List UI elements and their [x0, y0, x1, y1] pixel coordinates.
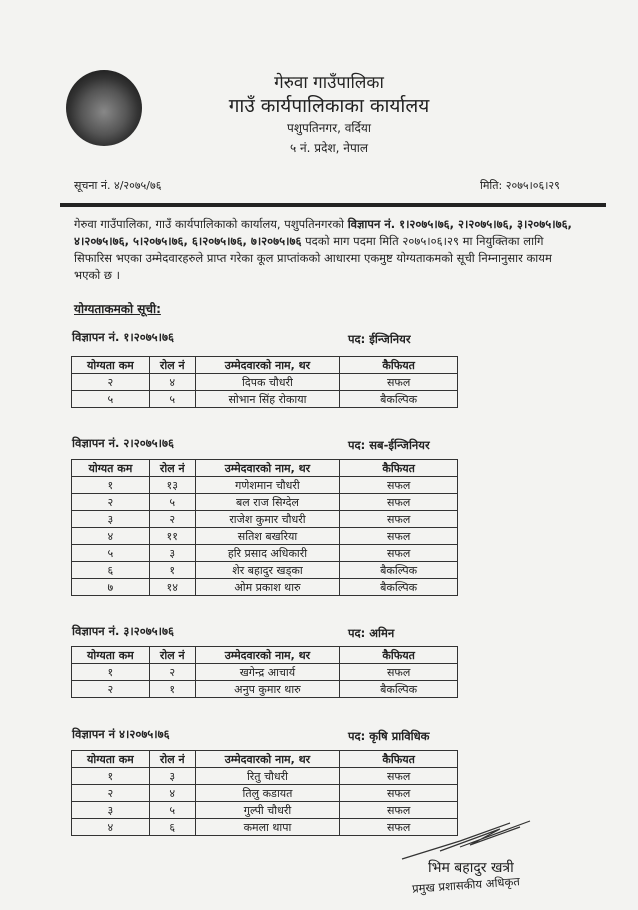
column-header: कैफियत: [340, 751, 458, 768]
notice-number: सूचना नं. ४/२०७५/७६: [74, 179, 162, 192]
column-header: कैफियत: [340, 647, 458, 664]
table-row: [72, 681, 458, 698]
table-cell: ११: [149, 528, 195, 545]
table-cell: गुल्पी चौधरी: [195, 802, 340, 819]
post-name: पद: अमिन: [348, 626, 395, 640]
table-row: [72, 579, 458, 596]
para-text-end: पदको माग पदमा मिति २०७५।०६।२९ मा नियुक्तिका लागि सिफारिस भएका उम्मेदवारहरुले प्राप्त गरेका कूल प्राप्तांकको आधारमा एकमुष्ट योग्यताकमको सूची निम्नानुसार कायम भएको छ ।: [74, 234, 552, 282]
column-header: रोल नं: [149, 751, 195, 768]
office-address: पशुपतिनगर, वर्दिया: [287, 121, 371, 135]
table-cell: ओम प्रकाश थारु: [195, 579, 340, 596]
table-cell: सफल: [340, 664, 458, 681]
table-cell: ५: [72, 545, 150, 562]
org-name: गेरुवा गाउँपालिका: [274, 73, 384, 93]
signatory-name: भिम बहादुर खत्री: [428, 860, 514, 876]
table-cell: ५: [72, 391, 150, 408]
table-cell: सफल: [340, 374, 458, 391]
table-cell: ५: [149, 494, 195, 511]
table-cell: ५: [149, 391, 195, 408]
signatory-title: प्रमुख प्रशासकीय अधिकृत: [411, 874, 521, 896]
table-cell: सफल: [340, 528, 458, 545]
table-cell: ३: [72, 511, 150, 528]
table-cell: सफल: [340, 819, 458, 836]
para-text: गेरुवा गाउँपालिका, गाउँ कार्यपालिकाको कार्यालय, पशुपतिनगरको: [74, 217, 348, 231]
table-cell: २: [149, 511, 195, 528]
column-header: योग्यता कम: [72, 647, 150, 664]
column-header: उम्मेदवारको नाम, थर: [195, 647, 340, 664]
table-cell: खगेन्द्र आचार्य: [195, 664, 340, 681]
table-cell: सतिश बखरिया: [195, 528, 340, 545]
table-cell: ३: [149, 545, 195, 562]
column-header: रोल नं: [149, 647, 195, 664]
column-header: कैफियत: [340, 460, 458, 477]
table-row: [72, 391, 458, 408]
table-row: [72, 374, 458, 391]
merit-table: [71, 356, 458, 408]
table-cell: २: [72, 374, 150, 391]
table-row: [72, 528, 458, 545]
table-cell: सफल: [340, 768, 458, 785]
table-row: [72, 785, 458, 802]
table-cell: २: [149, 664, 195, 681]
merit-table: [71, 646, 458, 698]
table-cell: सफल: [340, 545, 458, 562]
table-cell: सफल: [340, 511, 458, 528]
table-header-row: [72, 751, 458, 768]
table-cell: अनुप कुमार थारु: [195, 681, 340, 698]
table-cell: २: [72, 494, 150, 511]
table-cell: बैकल्पिक: [340, 562, 458, 579]
table-cell: सफल: [340, 494, 458, 511]
column-header: उम्मेदवारको नाम, थर: [195, 357, 340, 374]
table-cell: ६: [149, 819, 195, 836]
table-cell: १४: [149, 579, 195, 596]
table-cell: रितु चौधरी: [195, 768, 340, 785]
table-cell: ३: [149, 768, 195, 785]
table-cell: सफल: [340, 477, 458, 494]
table-row: [72, 768, 458, 785]
table-cell: ७: [72, 579, 150, 596]
table-row: [72, 664, 458, 681]
table-cell: सफल: [340, 785, 458, 802]
intro-paragraph: [74, 216, 574, 284]
table-cell: ४: [149, 785, 195, 802]
merit-table: [71, 459, 458, 596]
table-cell: बैकल्पिक: [340, 391, 458, 408]
table-row: [72, 477, 458, 494]
merit-list-heading: योग्यताकमको सूची:: [74, 302, 161, 316]
header-divider: [60, 203, 606, 207]
table-cell: १: [149, 562, 195, 579]
table-cell: बल राज सिग्देल: [195, 494, 340, 511]
column-header: उम्मेदवारको नाम, थर: [195, 460, 340, 477]
para-bold-adverts: विज्ञापन नं. १।२०७५।७६, २।२०७५।७६, ३।२०७५।७६, ४।२०७५।७६, ५।२०७५।७६, ६।२०७५।७६, ७।२०७५।७६: [74, 217, 572, 248]
table-cell: १: [72, 664, 150, 681]
table-cell: १: [72, 477, 150, 494]
table-cell: बैकल्पिक: [340, 681, 458, 698]
office-name: गाउँ कार्यपालिकाका कार्यालय: [228, 95, 430, 117]
office-province: ५ नं. प्रदेश, नेपाल: [289, 141, 369, 155]
post-name: पद: ईन्जिनियर: [348, 332, 411, 346]
table-header-row: [72, 647, 458, 664]
table-cell: दिपक चौधरी: [195, 374, 340, 391]
column-header: योग्यत कम: [72, 460, 150, 477]
table-cell: तिलु कडायत: [195, 785, 340, 802]
table-cell: २: [72, 681, 150, 698]
table-header-row: [72, 357, 458, 374]
table-row: [72, 562, 458, 579]
column-header: रोल नं: [149, 357, 195, 374]
table-cell: ४: [72, 528, 150, 545]
table-cell: १: [72, 768, 150, 785]
table-cell: ३: [72, 802, 150, 819]
post-name: पद: कृषि प्राविधिक: [348, 729, 430, 743]
advert-number: विज्ञापन नं ४।२०७५।७६: [72, 727, 170, 741]
column-header: रोल नं: [149, 460, 195, 477]
advert-number: विज्ञापन नं. ३।२०७५।७६: [72, 624, 174, 638]
table-header-row: [72, 460, 458, 477]
post-name: पद: सब-ईन्जिनियर: [348, 438, 430, 452]
table-row: [72, 494, 458, 511]
table-cell: गणेशमान चौधरी: [195, 477, 340, 494]
table-cell: ४: [149, 374, 195, 391]
advert-number: विज्ञापन नं. २।२०७५।७६: [72, 436, 174, 450]
table-cell: ४: [72, 819, 150, 836]
column-header: योग्यता कम: [72, 751, 150, 768]
table-cell: हरि प्रसाद अधिकारी: [195, 545, 340, 562]
table-cell: ६: [72, 562, 150, 579]
table-row: [72, 511, 458, 528]
table-cell: राजेश कुमार चौधरी: [195, 511, 340, 528]
column-header: योग्यता कम: [72, 357, 150, 374]
notice-date: मिति: २०७५।०६।२९: [480, 179, 560, 192]
table-cell: २: [72, 785, 150, 802]
table-cell: शेर बहादुर खड्का: [195, 562, 340, 579]
table-cell: १: [149, 681, 195, 698]
column-header: उम्मेदवारको नाम, थर: [195, 751, 340, 768]
table-row: [72, 545, 458, 562]
column-header: कैफियत: [340, 357, 458, 374]
table-cell: बैकल्पिक: [340, 579, 458, 596]
table-cell: कमला थापा: [195, 819, 340, 836]
table-cell: सफल: [340, 802, 458, 819]
advert-number: विज्ञापन नं. १।२०७५।७६: [72, 330, 174, 344]
table-cell: सोभान सिंह रोकाया: [195, 391, 340, 408]
table-cell: १३: [149, 477, 195, 494]
table-cell: ५: [149, 802, 195, 819]
